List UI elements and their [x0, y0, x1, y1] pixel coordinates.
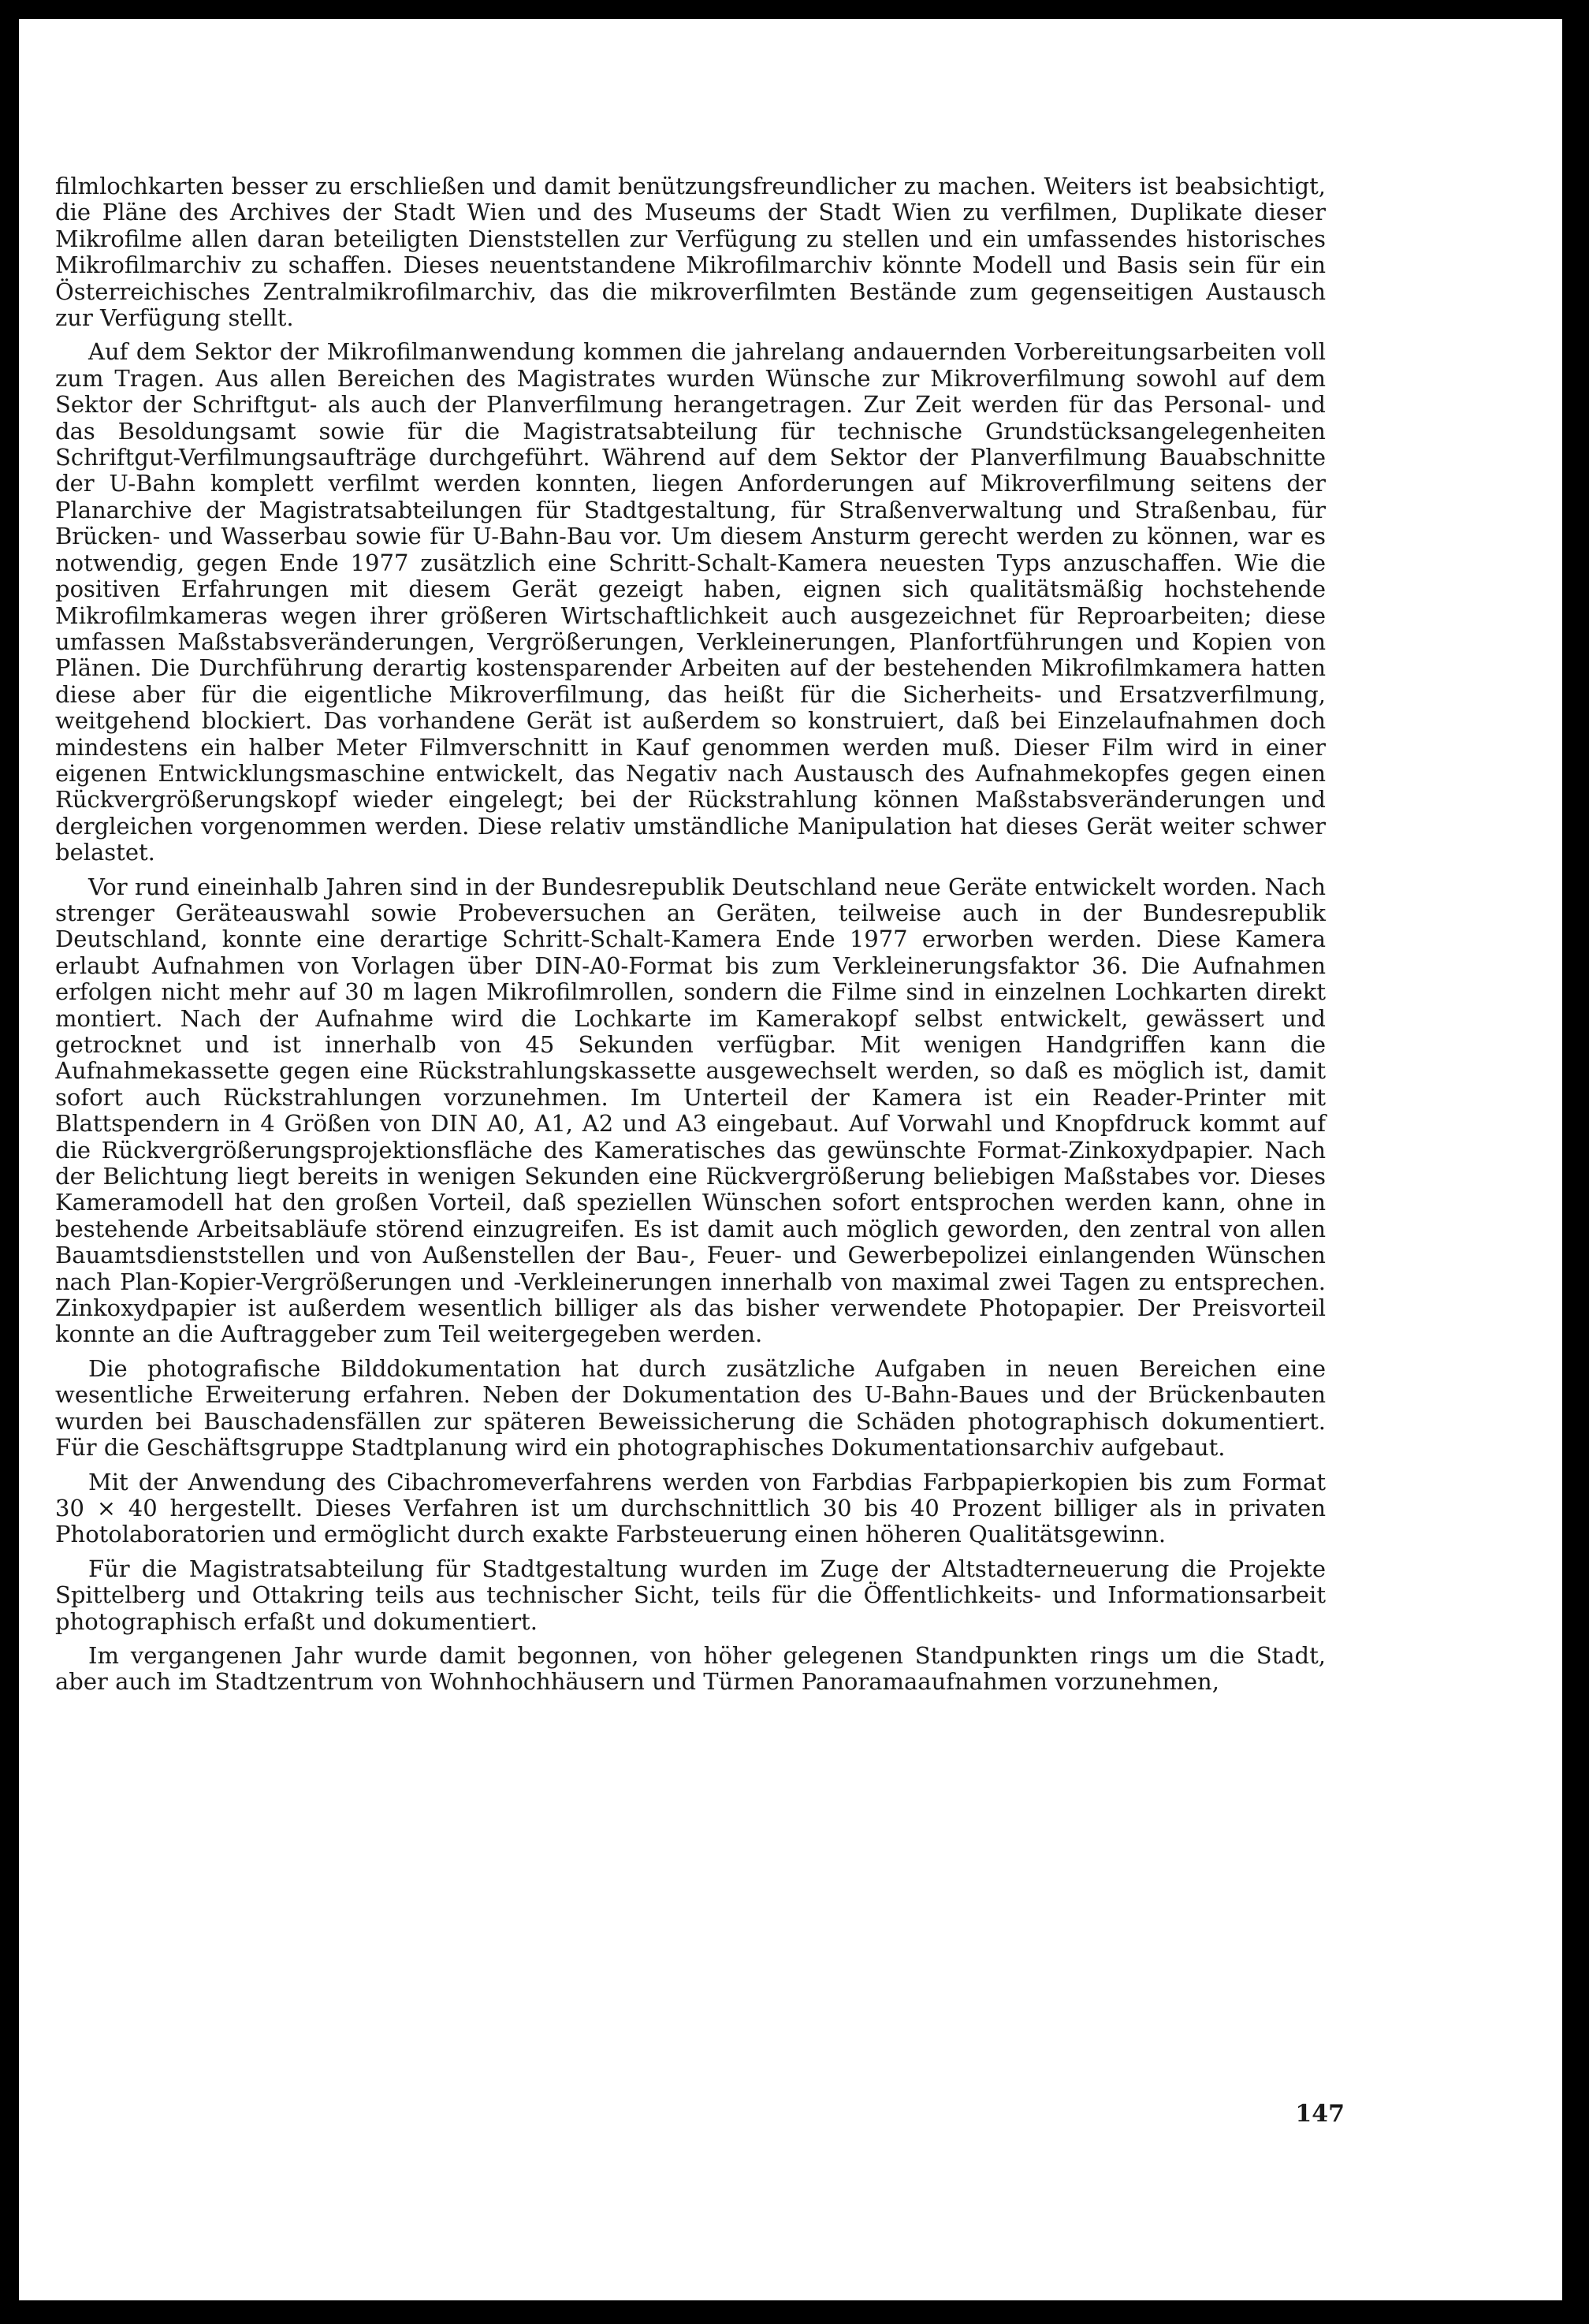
page-number: 147 [1295, 2100, 1345, 2128]
document-page [19, 19, 1562, 2300]
paragraph: Auf dem Sektor der Mikrofilmanwendung kommen die jahrelang andauernden Vorbereitungsarbeiten voll zum Tragen. Aus allen Bereichen des Magistrates wurden Wünsche zur Mikroverfilmung sowohl auf dem Sektor der Schriftgut- als auch der Planverfilmung herangetragen. Zur Zeit werden für das Personal- und das Besoldungsamt sowie für die Magistratsabteilung für technische Grundstücksangelegenheiten Schriftgut-Verfilmungsaufträge durchgeführt. Während auf dem Sektor der Planverfilmung Bauabschnitte der U-Bahn komplett verfilmt werden konnten, liegen Anforderungen auf Mikroverfilmung seitens der Planarchive der Magistratsabteilungen für Stadtgestaltung, für Straßenverwaltung und Straßenbau, für Brücken- und Wasserbau sowie für U-Bahn-Bau vor. Um diesem Ansturm gerecht werden zu können, war es notwendig, gegen Ende 1977 zusätzlich eine Schritt-Schalt-Kamera neuesten Typs anzuschaffen. Wie die positiven Erfahrungen mit diesem Gerät gezeigt haben, eignen sich qualitätsmäßig hochstehende Mikrofilmkameras wegen ihrer größeren Wirtschaftlichkeit auch ausgezeichnet für Reproarbeiten; diese umfassen Maßstabsveränderungen, Vergrößerungen, Verkleinerungen, Planfortführungen und Kopien von Plänen. Die Durchführung derartig kostensparender Arbeiten auf der bestehenden Mikrofilmkamera hatten diese aber für die eigentliche Mikroverfilmung, das heißt für die Sicherheits- und Ersatzverfilmung, weitgehend blockiert. Das vorhandene Gerät ist außerdem so konstruiert, daß bei Einzelaufnahmen doch mindestens ein halber Meter Filmverschnitt in Kauf genommen werden muß. Dieser Film wird in einer eigenen Entwicklungsmaschine entwickelt, das Negativ nach Austausch des Aufnahmekopfes gegen einen Rückvergrößerungskopf wieder eingelegt; bei der Rückstrahlung können Maßstabsveränderungen und dergleichen vorgenommen werden. Diese relativ umständliche Manipulation hat dieses Gerät weiter schwer belastet. [55, 338, 1326, 866]
paragraph: Vor rund eineinhalb Jahren sind in der Bundesrepublik Deutschland neue Geräte entwickelt worden. Nach strenger Geräteauswahl sowie Probeversuchen an Geräten, teilweise auch in der Bundesrepublik Deutschland, konnte eine derartige Schritt-Schalt-Kamera Ende 1977 erworben werden. Diese Kamera erlaubt Aufnahmen von Vorlagen über DIN-A0-Format bis zum Verkleinerungsfaktor 36. Die Aufnahmen erfolgen nicht mehr auf 30 m lagen Mikrofilmrollen, sondern die Filme sind in einzelnen Lochkarten direkt montiert. Nach der Aufnahme wird die Lochkarte im Kamerakopf selbst entwickelt, gewässert und getrocknet und ist innerhalb von 45 Sekunden verfügbar. Mit wenigen Handgriffen kann die Aufnahmekassette gegen eine Rückstrahlungskassette ausgewechselt werden, so daß es möglich ist, damit sofort auch Rückstrahlungen vorzunehmen. Im Unterteil der Kamera ist ein Reader-Printer mit Blattspendern in 4 Größen von DIN A0, A1, A2 und A3 eingebaut. Auf Vorwahl und Knopfdruck kommt auf die Rückvergrößerungsprojektionsfläche des Kameratisches das gewünschte Format-Zinkoxydpapier. Nach der Belichtung liegt bereits in wenigen Sekunden eine Rückvergrößerung beliebigen Maßstabes vor. Dieses Kameramodell hat den großen Vorteil, daß speziellen Wünschen sofort entsprochen werden kann, ohne in bestehende Arbeitsabläufe störend einzugreifen. Es ist damit auch möglich geworden, den zentral von allen Bauamtsdienststellen und von Außenstellen der Bau-, Feuer- und Gewerbepolizei einlangenden Wünschen nach Plan-Kopier-Vergrößerungen und -Verkleinerungen innerhalb von maximal zwei Tagen zu entsprechen. Zinkoxydpapier ist außerdem wesentlich billiger als das bisher verwendete Photopapier. Der Preisvorteil konnte an die Auftraggeber zum Teil weitergegeben werden. [55, 873, 1326, 1348]
paragraph: Mit der Anwendung des Cibachromeverfahrens werden von Farbdias Farbpapierkopien bis zum Format 30 × 40 hergestellt. Dieses Verfahren ist um durchschnittlich 30 bis 40 Prozent billiger als in privaten Photolaboratorien und ermöglicht durch exakte Farbsteuerung einen höheren Qualitätsgewinn. [55, 1468, 1326, 1548]
paragraph: filmlochkarten besser zu erschließen und damit benützungsfreundlicher zu machen. Weiters ist beabsichtigt, die Pläne des Archives der Stadt Wien und des Museums der Stadt Wien zu verfilmen, Duplikate dieser Mikrofilme allen daran beteiligten Dienststellen zur Verfügung zu stellen und ein umfassendes historisches Mikrofilmarchiv zu schaffen. Dieses neuentstandene Mikrofilmarchiv könnte Modell und Basis sein für ein Österreichisches Zentralmikrofilmarchiv, das die mikroverfilmten Bestände zum gegenseitigen Austausch zur Verfügung stellt. [55, 173, 1326, 332]
body-text [55, 173, 1326, 1704]
paragraph: Die photografische Bilddokumentation hat durch zusätzliche Aufgaben in neuen Bereichen eine wesentliche Erweiterung erfahren. Neben der Dokumentation des U-Bahn-Baues und der Brückenbauten wurden bei Bauschadensfällen zur späteren Beweissicherung die Schäden photographisch dokumentiert. Für die Geschäftsgruppe Stadtplanung wird ein photographisches Dokumentationsarchiv aufgebaut. [55, 1354, 1326, 1462]
paragraph: Im vergangenen Jahr wurde damit begonnen, von höher gelegenen Standpunkten rings um die Stadt, aber auch im Stadtzentrum von Wohnhochhäusern und Türmen Panoramaaufnahmen vorzunehmen, [55, 1641, 1326, 1696]
paragraph: Für die Magistratsabteilung für Stadtgestaltung wurden im Zuge der Altstadterneuerung die Projekte Spittelberg und Ottakring teils aus technischer Sicht, teils für die Öffentlichkeits- und Informationsarbeit photographisch erfaßt und dokumentiert. [55, 1555, 1326, 1635]
